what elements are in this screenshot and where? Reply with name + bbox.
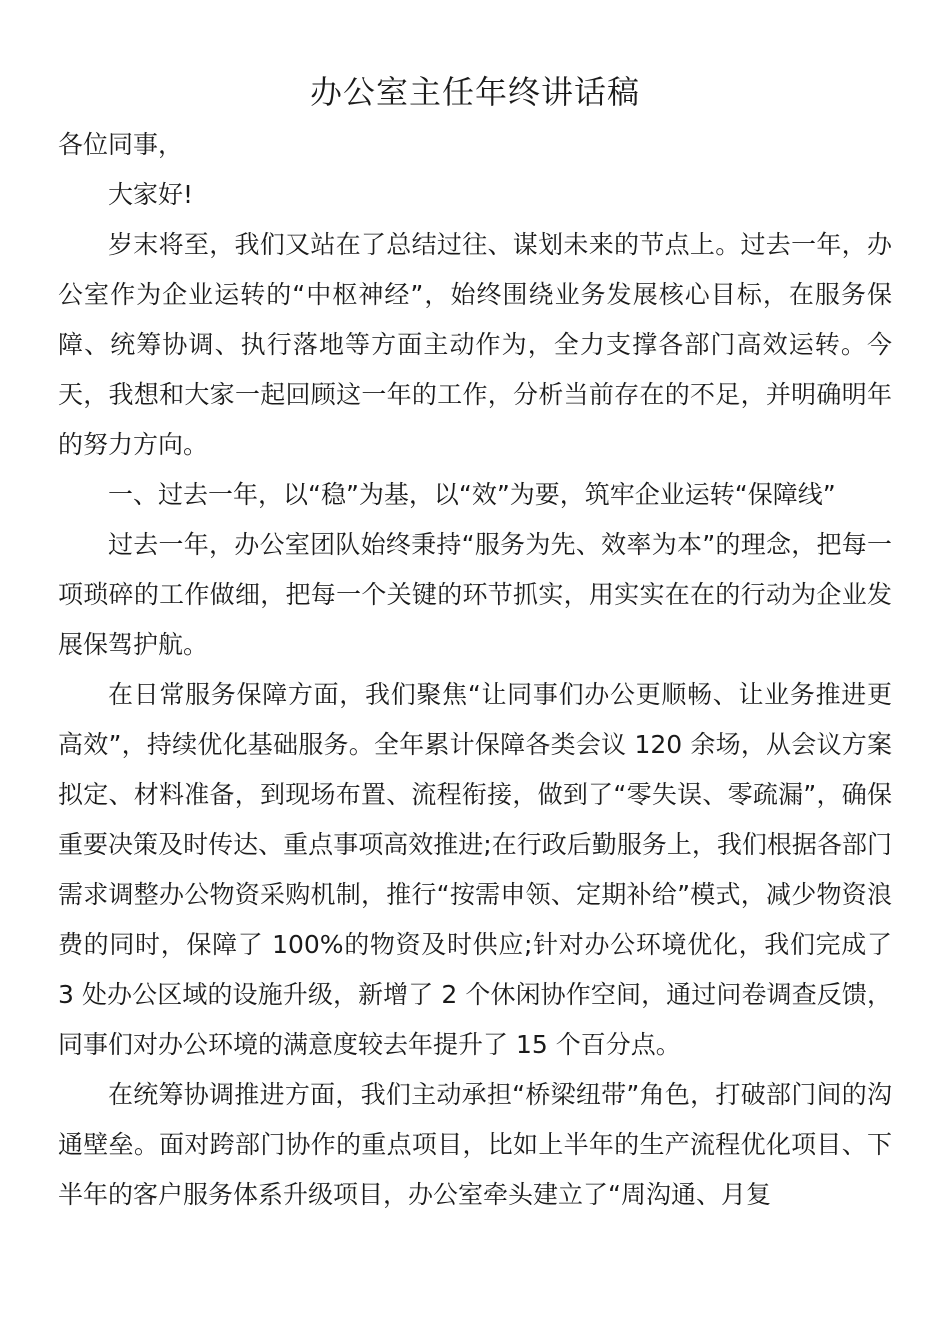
salutation: 各位同事，: [58, 130, 184, 159]
section-heading-1: 一、过去一年，以“稳”为基，以“效”为要，筑牢企业运转“保障线”: [108, 480, 836, 509]
paragraph-coordination: 在统筹协调推进方面，我们主动承担“桥梁纽带”角色，打破部门间的沟通壁垒。面对跨部门协作的重点项目，比如上半年的生产流程优化项目、下半年的客户服务体系升级项目，办公室牵头建立了“周沟通、月复: [58, 1080, 892, 1209]
paragraph-intro: 岁末将至，我们又站在了总结过往、谋划未来的节点上。过去一年，办公室作为企业运转的“中枢神经”，始终围绕业务发展核心目标，在服务保障、统筹协调、执行落地等方面主动作为，全力支撑各部门高效运转。今天，我想和大家一起回顾这一年的工作，分析当前存在的不足，并明确明年的努力方向。: [58, 230, 892, 459]
paragraph-service: 在日常服务保障方面，我们聚焦“让同事们办公更顺畅、让业务推进更高效”，持续优化基础服务。全年累计保障各类会议 120 余场，从会议方案拟定、材料准备，到现场布置、流程衔接，做到了“零失误、零疏漏”，确保重要决策及时传达、重点事项高效推进;在行政后勤服务上，我们根据各部门需求调整办公物资采购机制，推行“按需申领、定期补给”模式，减少物资浪费的同时，保障了 100%的物资及时供应;针对办公环境优化，我们完成了 3 处办公区域的设施升级，新增了 2 个休闲协作空间，通过问卷调查反馈，同事们对办公环境的满意度较去年提升了 15 个百分点。: [58, 680, 892, 1059]
document-title: 办公室主任年终讲话稿: [309, 73, 640, 111]
greeting: 大家好!: [108, 180, 194, 209]
paragraph-overview: 过去一年，办公室团队始终秉持“服务为先、效率为本”的理念，把每一项琐碎的工作做细，把每一个关键的环节抓实，用实实在在的行动为企业发展保驾护航。: [58, 530, 892, 659]
document-body: [58, 120, 892, 1220]
